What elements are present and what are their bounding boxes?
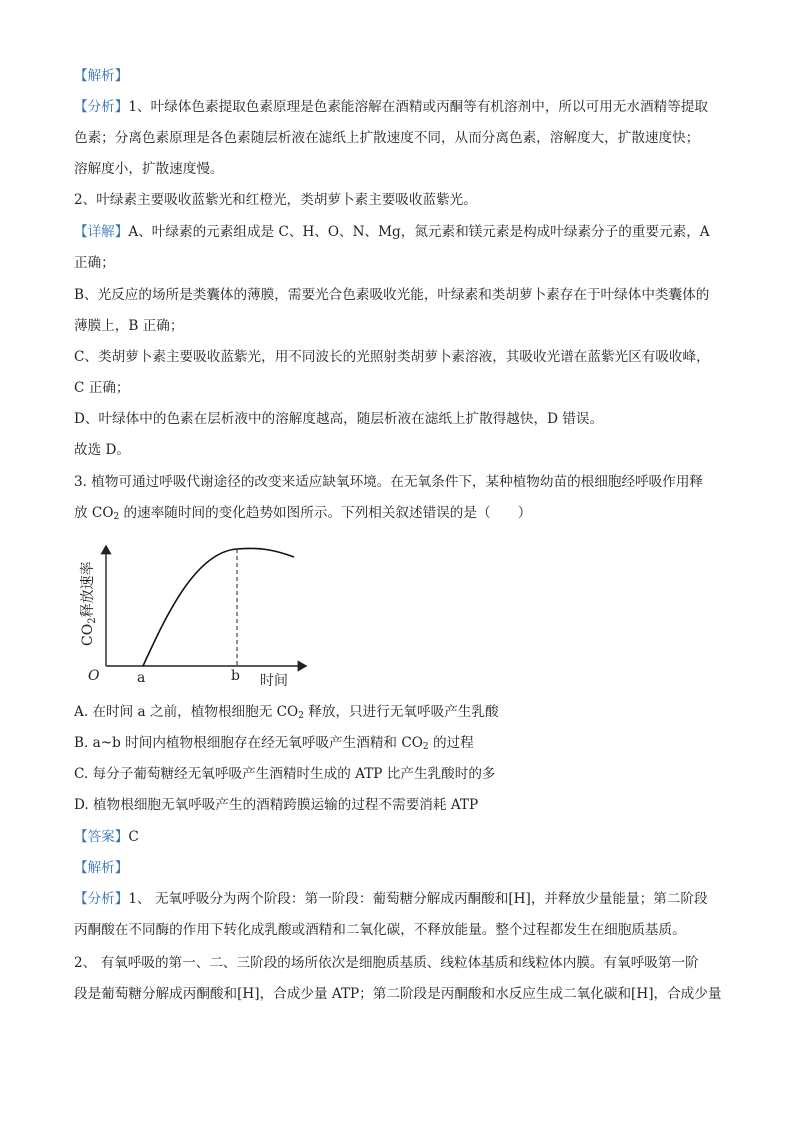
q3-stem-line-1: 3. 植物可通过呼吸代谢途径的改变来适应缺氧环境。在无氧条件下，某种植物幼苗的根细胞经呼吸作用释 [74,474,704,490]
answer-fenxi-line-3: 2、 有氧呼吸的第一、二、三阶段的场所依次是细胞质基质、线粒体基质和线粒体内膜。有氧呼吸第一阶 [74,955,699,971]
answer-fenxi-line-4: 段是葡萄糖分解成丙酮酸和[H]，合成少量 ATP；第二阶段是丙酮酸和水反应生成二氧化碳和[H]，合成少量 [74,986,722,1002]
fenxi-line-1 [74,97,708,117]
option-d: D. 植物根细胞无氧呼吸产生的酒精跨膜运输的过程不需要消耗 ATP [74,797,479,813]
option-a: A. 在时间 a 之前，植物根细胞无 $CO_2$ 释放，只进行无氧呼吸产生乳酸 [74,704,499,721]
co2-rate-graph [70,540,330,692]
xiangjie-text-a1: A、叶绿素的元素组成是 C、H、O、N、Mg，氮元素和镁元素是构成叶绿素分子的重要元素，A [128,224,710,240]
xiangjie-line-a2: 正确； [74,255,115,271]
xiangjie-tag: 【详解】 [74,224,129,240]
q3-stem-line-2 [74,503,531,523]
rate-curve [143,548,294,666]
answer-value: C [128,829,139,845]
answer-fenxi-tag: 【分析】 [74,891,129,907]
jiexi-heading: 【解析】 [74,68,129,84]
fenxi-line-3: 溶解度小，扩散速度慢。 [74,161,224,177]
answer-fenxi-line-2: 丙酮酸在不同酶的作用下转化成乳酸或酒精和二氧化碳，不释放能量。整个过程都发生在细胞质基质。 [74,922,686,938]
option-b: B. a~b 时间内植物根细胞存在经无氧呼吸产生酒精和 $CO_2$ 的过程 [74,735,474,752]
xiangjie-line-c2: C 正确； [74,380,130,396]
xiangjie-line-b1: B、光反应的场所是类囊体的薄膜，需要光合色素吸收光能，叶绿素和类胡萝卜素存在于叶绿体中类囊体的 [74,287,710,303]
tick-b-label: b [231,668,240,684]
fenxi-line-4: 2、叶绿素主要吸收蓝紫光和红橙光，类胡萝卜素主要吸收蓝紫光。 [74,192,477,208]
xiangjie-line-a1 [74,222,710,242]
q3-stem-2-pre: 放 CO [74,505,114,521]
jiexi-heading-2: 【解析】 [74,860,129,876]
q3-stem-2-post: 的速率随时间的变化趋势如图所示。下列相关叙述错误的是（ ） [119,505,532,521]
x-axis-label: 时间 [260,673,288,689]
guxuan-line: 故选 D。 [74,442,131,458]
xiangjie-line-b2: 薄膜上，B 正确； [74,318,184,334]
fenxi-line-2: 色素；分离色素原理是各色素随层析液在滤纸上扩散速度不同，从而分离色素，溶解度大，扩散速度快； [74,130,700,146]
y-axis-label: $CO_2$释放速率 [80,561,98,646]
xiangjie-line-c1: C、类胡萝卜素主要吸收蓝紫光，用不同波长的光照射类胡萝卜素溶液，其吸收光谱在蓝紫光区有吸收峰， [74,349,710,365]
answer-fenxi-line-1: 【分析】1、 无氧呼吸分为两个阶段：第一阶段：葡萄糖分解成丙酮酸和[H]，并释放少量能量；第二阶段 [74,891,708,907]
fenxi-text-1: 1、叶绿体色素提取色素原理是色素能溶解在酒精或丙酮等有机溶剂中，所以可用无水酒精等提取 [128,99,708,115]
q3-stem-2-sub: 2 [113,512,120,522]
answer-line [74,827,139,847]
xiangjie-line-d1: D、叶绿体中的色素在层析液中的溶解度越高，随层析液在滤纸上扩散得越快，D 错误。 [74,411,604,427]
option-c: C. 每分子葡萄糖经无氧呼吸产生酒精时生成的 ATP 比产生乳酸时的多 [74,766,496,782]
origin-label: O [88,668,100,684]
tick-a-label: a [137,670,146,686]
fenxi-tag: 【分析】 [74,99,129,115]
answer-tag: 【答案】 [74,829,129,845]
